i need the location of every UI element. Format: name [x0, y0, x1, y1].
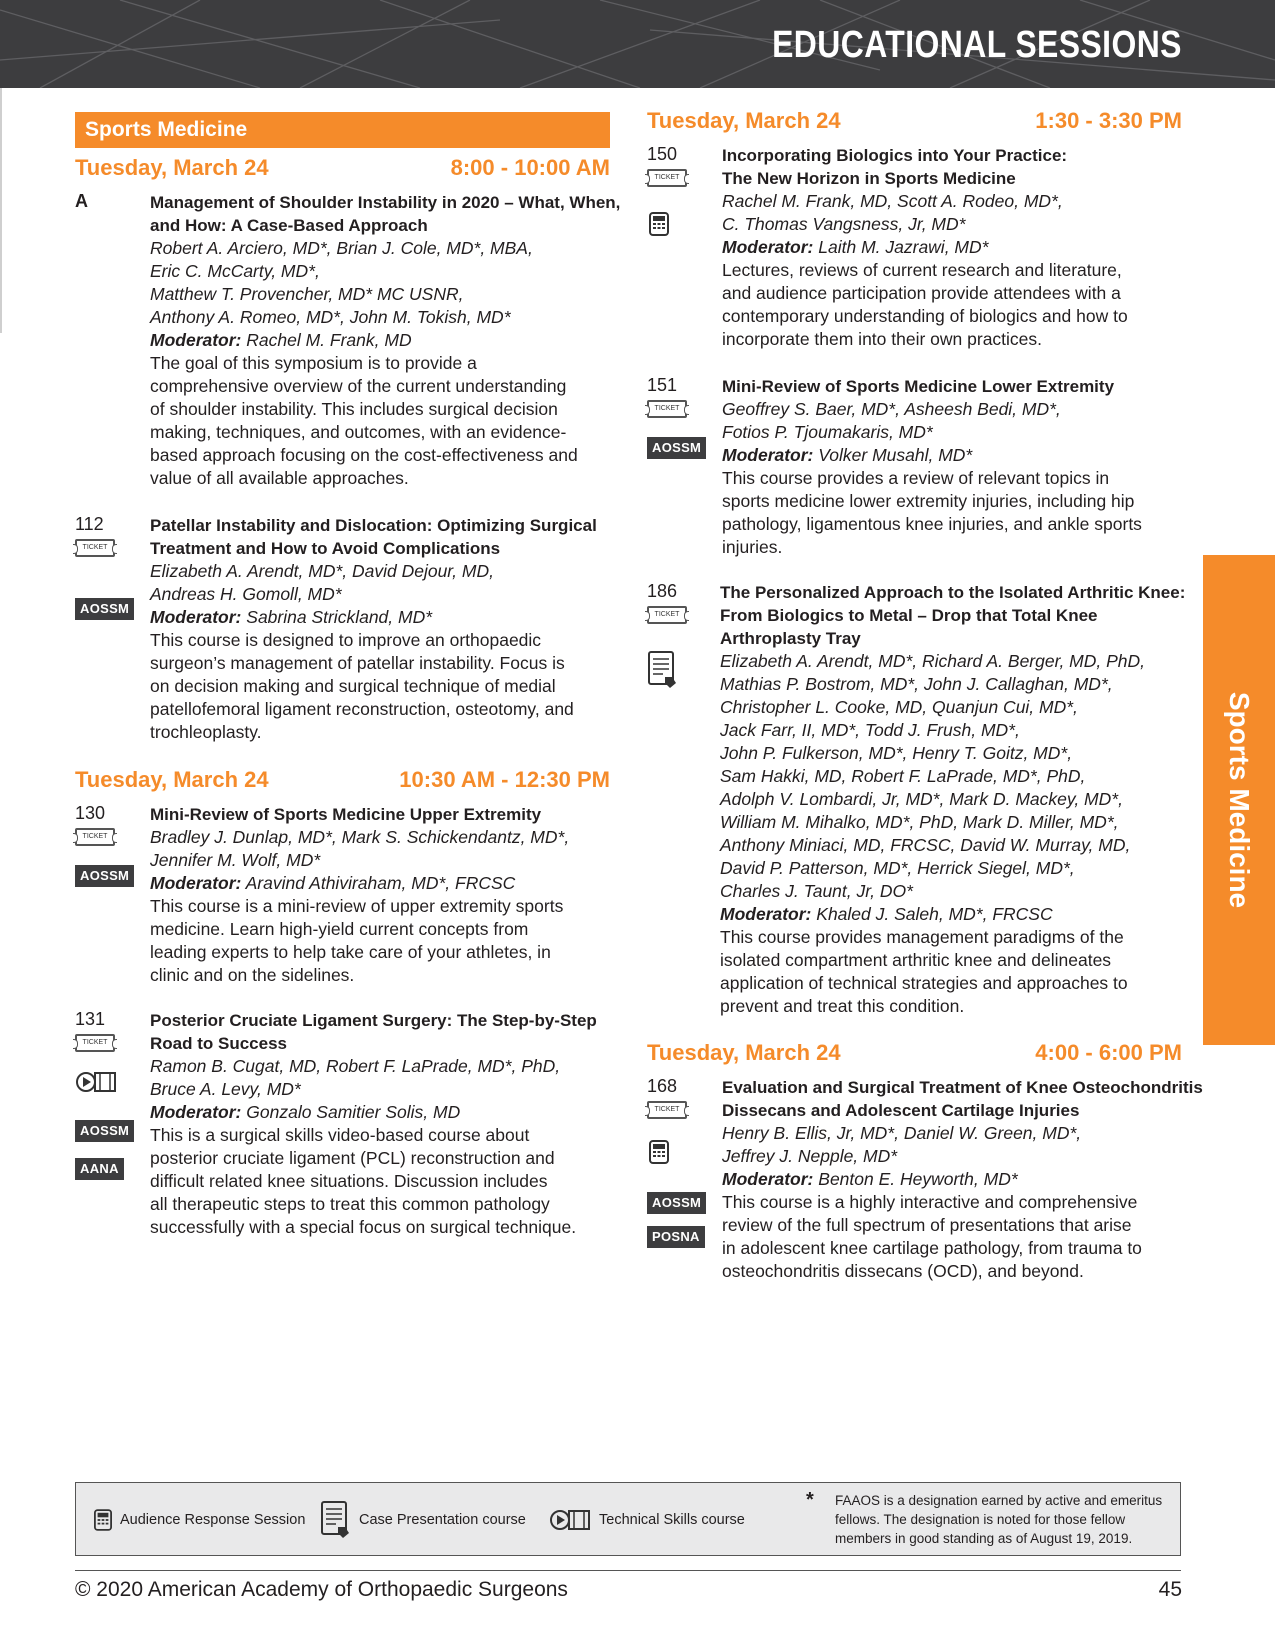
description-line: This is a surgical skills video-based course about: [150, 1125, 530, 1145]
legend-label: Case Presentation course: [359, 1512, 526, 1528]
description-line: patellofemoral ligament reconstruction, osteotomy, and: [150, 699, 574, 719]
aossm-badge: AOSSM: [75, 865, 134, 887]
description-line: injuries.: [722, 537, 783, 557]
moderator-label: Moderator:: [150, 607, 242, 627]
day-label: Tuesday, March 24: [647, 108, 841, 133]
day-header: [75, 765, 610, 795]
faculty-list: [150, 1055, 610, 1101]
description-line: This course is a mini-review of upper extremity sports: [150, 896, 564, 916]
time-label: 10:30 AM - 12:30 PM: [399, 767, 610, 792]
moderator-name: Khaled J. Saleh, MD*, FRCSC: [816, 904, 1053, 924]
session-title: [150, 191, 621, 237]
title-line: Incorporating Biologics into Your Practice:: [722, 146, 1068, 165]
session-description: [720, 926, 1182, 1018]
session-number: 151: [647, 375, 678, 395]
moderator-label: Moderator:: [722, 237, 814, 257]
session-title: [150, 803, 610, 826]
description-line: surgeon’s management of patellar instability. Focus is: [150, 653, 565, 673]
description-line: review of the full spectrum of presentations that arise: [722, 1215, 1132, 1235]
faculty-list: [150, 560, 610, 606]
description-line: trochleoplasty.: [150, 722, 262, 742]
faculty-line: Mathias P. Bostrom, MD*, John J. Callaghan, MD*,: [720, 674, 1113, 694]
session-number: 131: [75, 1009, 106, 1029]
ticket-icon: TICKET: [75, 828, 115, 846]
session-number: 150: [647, 144, 678, 164]
aossm-badge: AOSSM: [647, 1192, 706, 1214]
faculty-list: [150, 826, 610, 872]
time-label: 8:00 - 10:00 AM: [450, 155, 610, 180]
ticket-icon: TICKET: [75, 1034, 115, 1052]
title-line: The Personalized Approach to the Isolated Arthritic Knee:: [720, 583, 1186, 602]
session-body: [722, 375, 1182, 559]
faculty-line: Jeffrey J. Nepple, MD*: [722, 1146, 898, 1166]
moderator: [150, 606, 610, 629]
session-body: [150, 1009, 610, 1239]
ticket-icon: TICKET: [647, 400, 687, 418]
description-line: osteochondritis dissecans (OCD), and beyond.: [722, 1261, 1084, 1281]
day-label: Tuesday, March 24: [647, 1040, 841, 1065]
session-title: [722, 144, 1182, 190]
description-line: posterior cruciate ligament (PCL) reconstruction and: [150, 1148, 555, 1168]
legend-technical-skills: [549, 1483, 745, 1557]
title-line: Evaluation and Surgical Treatment of Knee Osteochondritis: [722, 1078, 1203, 1097]
faculty-line: Robert A. Arciero, MD*, Brian J. Cole, MD*, MBA,: [150, 238, 533, 258]
faculty-line: Elizabeth A. Arendt, MD*, David Dejour, MD,: [150, 561, 494, 581]
posna-badge: POSNA: [647, 1226, 705, 1248]
session-description: [150, 629, 610, 744]
session-description: [722, 467, 1182, 559]
session-number: A: [75, 191, 88, 211]
moderator: [720, 903, 1182, 926]
time-label: 4:00 - 6:00 PM: [1035, 1040, 1182, 1065]
day-header: [647, 106, 1182, 136]
ticket-icon: TICKET: [647, 169, 687, 187]
description-line: value of all available approaches.: [150, 468, 409, 488]
page-number: 45: [1158, 1578, 1182, 1601]
moderator-label: Moderator:: [720, 904, 812, 924]
title-line: The New Horizon in Sports Medicine: [722, 169, 1016, 188]
session-description: [150, 1124, 610, 1239]
title-line: From Biologics to Metal – Drop that Total Knee: [720, 606, 1098, 625]
title-line: Mini-Review of Sports Medicine Upper Extremity: [150, 805, 542, 824]
description-line: and audience participation provide attendees with a: [722, 283, 1121, 303]
description-line: Lectures, reviews of current research and literature,: [722, 260, 1122, 280]
legend-case-presentation: [321, 1483, 526, 1557]
moderator-label: Moderator:: [150, 1102, 242, 1122]
title-line: and How: A Case-Based Approach: [150, 216, 428, 235]
title-line: Arthroplasty Tray: [720, 629, 861, 648]
title-line: Management of Shoulder Instability in 2020 – What, When,: [150, 193, 621, 212]
faculty-line: Anthony Miniaci, MD, FRCSC, David W. Murray, MD,: [720, 835, 1131, 855]
session-number: 168: [647, 1076, 678, 1096]
day-label: Tuesday, March 24: [75, 155, 269, 180]
moderator: [150, 872, 610, 895]
time-label: 1:30 - 3:30 PM: [1035, 108, 1182, 133]
description-line: This course provides a review of relevant topics in: [722, 468, 1110, 488]
audience-response-icon: [94, 1508, 112, 1532]
faculty-line: C. Thomas Vangsness, Jr, MD*: [722, 214, 966, 234]
faculty-list: [722, 398, 1182, 444]
description-line: medicine. Learn high-yield current concepts from: [150, 919, 529, 939]
ticket-icon: TICKET: [647, 606, 687, 624]
description-line: application of technical strategies and approaches to: [720, 973, 1128, 993]
moderator-name: Gonzalo Samitier Solis, MD: [246, 1102, 461, 1122]
description-line: isolated compartment arthritic knee and delineates: [720, 950, 1112, 970]
description-line: pathology, ligamentous knee injuries, and ankle sports: [722, 514, 1142, 534]
faculty-line: Elizabeth A. Arendt, MD*, Richard A. Berger, MD, PhD,: [720, 651, 1146, 671]
page-title: EDUCATIONAL SESSIONS: [772, 24, 1182, 66]
moderator: [722, 444, 1182, 467]
aossm-badge: AOSSM: [75, 1120, 134, 1142]
session-description: [150, 352, 610, 490]
description-line: all therapeutic steps to treat this common pathology: [150, 1194, 550, 1214]
moderator: [150, 1101, 610, 1124]
faculty-line: Jack Farr, II, MD*, Todd J. Frush, MD*,: [720, 720, 1020, 740]
session-description: [722, 1191, 1182, 1283]
description-line: on decision making and surgical technique of medial: [150, 676, 556, 696]
session-body: [150, 191, 621, 490]
description-line: difficult related knee situations. Discussion includes: [150, 1171, 548, 1191]
copyright: © 2020 American Academy of Orthopaedic Surgeons: [75, 1578, 568, 1601]
technical-skills-icon: [75, 1070, 117, 1094]
faculty-line: Eric C. McCarty, MD*,: [150, 261, 320, 281]
description-line: of shoulder instability. This includes surgical decision: [150, 399, 558, 419]
moderator: [722, 236, 1182, 259]
ticket-icon: TICKET: [75, 539, 115, 557]
description-line: based approach focusing on the cost-effectiveness and: [150, 445, 578, 465]
aana-badge: AANA: [75, 1158, 124, 1180]
aossm-badge: AOSSM: [647, 437, 706, 459]
ticket-icon: TICKET: [647, 1101, 687, 1119]
legend-label: Technical Skills course: [599, 1512, 745, 1528]
description-line: clinic and on the sidelines.: [150, 965, 355, 985]
faculty-line: Anthony A. Romeo, MD*, John M. Tokish, MD*: [150, 307, 511, 327]
faculty-line: Andreas H. Gomoll, MD*: [150, 584, 342, 604]
session-number: 112: [75, 514, 104, 534]
faaos-note-text: FAAOS is a designation earned by active and emeritus fellows. The designation is noted for those fellow members in good standing as of August 19, 2019.: [835, 1493, 1163, 1546]
moderator-name: Sabrina Strickland, MD*: [246, 607, 433, 627]
faculty-line: Henry B. Ellis, Jr, MD*, Daniel W. Green, MD*,: [722, 1123, 1082, 1143]
footer-rule: [75, 1570, 1181, 1571]
margin-rule: [0, 88, 2, 333]
case-presentation-icon: [648, 651, 678, 689]
faculty-line: Jennifer M. Wolf, MD*: [150, 850, 321, 870]
day-header: [75, 153, 610, 183]
description-line: This course is designed to improve an orthopaedic: [150, 630, 542, 650]
session-number: 186: [647, 581, 678, 601]
faculty-list: [722, 1122, 1182, 1168]
description-line: This course is a highly interactive and comprehensive: [722, 1192, 1138, 1212]
title-line: Treatment and How to Avoid Complications: [150, 539, 501, 558]
session-body: [722, 1076, 1203, 1283]
session-number: 130: [75, 803, 106, 823]
faculty-list: [722, 190, 1182, 236]
session-title: [720, 581, 1186, 650]
description-line: comprehensive overview of the current understanding: [150, 376, 567, 396]
title-line: Patellar Instability and Dislocation: Optimizing Surgical: [150, 516, 597, 535]
faculty-line: Bradley J. Dunlap, MD*, Mark S. Schickendantz, MD*,: [150, 827, 570, 847]
description-line: making, techniques, and outcomes, with an evidence-: [150, 422, 567, 442]
page-header: [0, 0, 1275, 88]
moderator-name: Laith M. Jazrawi, MD*: [818, 237, 989, 257]
technical-skills-icon: [549, 1508, 591, 1532]
icon-legend: [75, 1482, 1181, 1556]
moderator-name: Rachel M. Frank, MD: [246, 330, 412, 350]
faculty-line: John P. Fulkerson, MD*, Henry T. Goitz, MD*,: [720, 743, 1073, 763]
moderator-label: Moderator:: [150, 873, 242, 893]
moderator-name: Aravind Athiviraham, MD*, FRCSC: [245, 873, 516, 893]
audience-response-icon: [649, 1140, 669, 1164]
moderator-name: Volker Musahl, MD*: [818, 445, 973, 465]
moderator-name: Benton E. Heyworth, MD*: [818, 1169, 1018, 1189]
description-line: The goal of this symposium is to provide a: [150, 353, 477, 373]
session-body: [150, 514, 610, 744]
session-body: [150, 803, 610, 987]
faculty-list: [720, 650, 1182, 903]
side-tab-label: Sports Medicine: [1224, 691, 1255, 909]
category-bar: Sports Medicine: [75, 112, 610, 148]
title-line: Mini-Review of Sports Medicine Lower Extremity: [722, 377, 1115, 396]
faculty-line: David P. Patterson, MD*, Herrick Siegel, MD*,: [720, 858, 1075, 878]
moderator-label: Moderator:: [722, 445, 814, 465]
moderator-label: Moderator:: [150, 330, 242, 350]
faculty-line: Adolph V. Lombardi, Jr, MD*, Mark D. Mackey, MD*,: [720, 789, 1123, 809]
moderator: [150, 329, 610, 352]
session-description: [722, 259, 1182, 351]
session-title: [722, 1076, 1203, 1122]
aossm-badge: AOSSM: [75, 598, 134, 620]
description-line: prevent and treat this condition.: [720, 996, 965, 1016]
session-title: [150, 514, 610, 560]
faculty-line: Bruce A. Levy, MD*: [150, 1079, 301, 1099]
asterisk: *: [806, 1489, 814, 1511]
audience-response-icon: [649, 212, 669, 236]
legend-label: Audience Response Session: [120, 1512, 306, 1528]
faculty-line: Sam Hakki, MD, Robert F. LaPrade, MD*, PhD,: [720, 766, 1086, 786]
session-body: [720, 581, 1186, 1018]
faculty-line: William M. Mihalko, MD*, PhD, Mark D. Miller, MD*,: [720, 812, 1119, 832]
description-line: sports medicine lower extremity injuries, including hip: [722, 491, 1135, 511]
faculty-line: Christopher L. Cooke, MD, Quanjun Cui, MD*,: [720, 697, 1078, 717]
faculty-line: Rachel M. Frank, MD, Scott A. Rodeo, MD*,: [722, 191, 1063, 211]
description-line: successfully with a special focus on surgical technique.: [150, 1217, 577, 1237]
session-body: [722, 144, 1182, 351]
session-title: [150, 1009, 610, 1055]
title-line: Road to Success: [150, 1034, 287, 1053]
description-line: contemporary understanding of biologics and how to: [722, 306, 1128, 326]
legend-audience-response: [94, 1483, 305, 1557]
title-line: Posterior Cruciate Ligament Surgery: The Step-by-Step: [150, 1011, 597, 1030]
faculty-line: Geoffrey S. Baer, MD*, Asheesh Bedi, MD*,: [722, 399, 1061, 419]
session-title: [722, 375, 1182, 398]
faculty-line: Matthew T. Provencher, MD* MC USNR,: [150, 284, 464, 304]
description-line: leading experts to help take care of your athletes, in: [150, 942, 551, 962]
faculty-line: Fotios P. Tjoumakaris, MD*: [722, 422, 933, 442]
title-line: Dissecans and Adolescent Cartilage Injuries: [722, 1101, 1080, 1120]
moderator: [722, 1168, 1182, 1191]
description-line: in adolescent knee cartilage pathology, from trauma to: [722, 1238, 1142, 1258]
day-label: Tuesday, March 24: [75, 767, 269, 792]
case-presentation-icon: [321, 1501, 351, 1539]
section-side-tab: [1203, 555, 1275, 1045]
faculty-line: Ramon B. Cugat, MD, Robert F. LaPrade, MD*, PhD,: [150, 1056, 561, 1076]
moderator-label: Moderator:: [722, 1169, 814, 1189]
faculty-line: Charles J. Taunt, Jr, DO*: [720, 881, 913, 901]
description-line: This course provides management paradigms of the: [720, 927, 1124, 947]
day-header: [647, 1038, 1182, 1068]
description-line: incorporate them into their own practices.: [722, 329, 1043, 349]
session-description: [150, 895, 610, 987]
faculty-list: [150, 237, 610, 329]
